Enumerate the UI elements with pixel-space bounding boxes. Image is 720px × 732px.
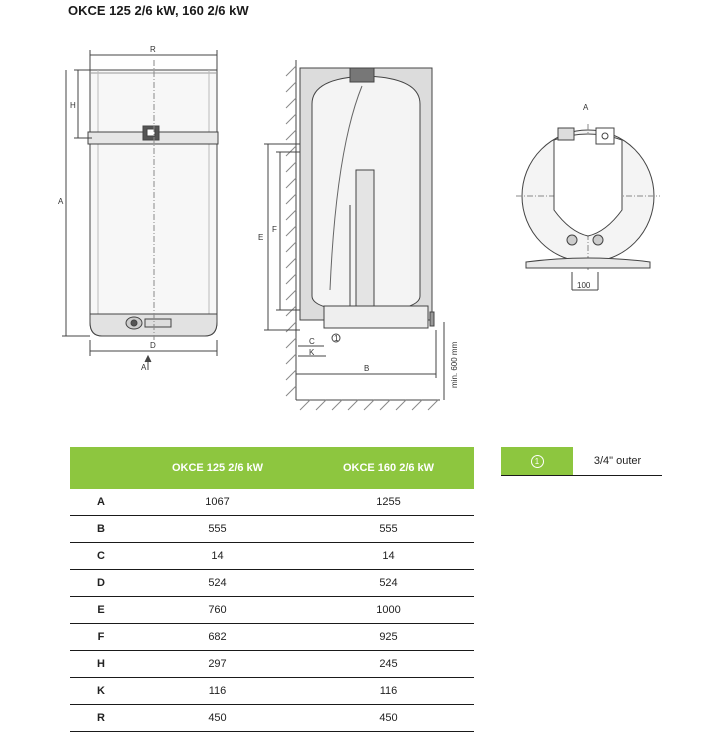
dimensions-table — [70, 447, 474, 732]
dim-label-a: A — [58, 197, 64, 206]
connection-legend-table — [501, 447, 662, 476]
legend-description: 3/4" outer — [573, 447, 662, 476]
row-value-160: 555 — [303, 516, 474, 543]
row-value-160: 1255 — [303, 489, 474, 516]
front-view — [62, 50, 218, 370]
dim-label-k: K — [309, 348, 315, 357]
row-value-160: 925 — [303, 624, 474, 651]
row-value-125: 555 — [132, 516, 303, 543]
table-row — [70, 489, 474, 516]
row-value-160: 524 — [303, 570, 474, 597]
row-key: E — [70, 597, 132, 624]
row-value-125: 116 — [132, 678, 303, 705]
dim-label-b: B — [364, 364, 370, 373]
row-value-125: 14 — [132, 543, 303, 570]
table-header-okce-125: OKCE 125 2/6 kW — [132, 447, 303, 489]
legend-marker-cell — [501, 447, 573, 476]
row-key: D — [70, 570, 132, 597]
row-key: K — [70, 678, 132, 705]
row-key: A — [70, 489, 132, 516]
row-value-125: 682 — [132, 624, 303, 651]
dim-label-c: C — [309, 337, 315, 346]
legend-row — [501, 447, 662, 476]
table-row — [70, 651, 474, 678]
table-row — [70, 516, 474, 543]
row-value-125: 297 — [132, 651, 303, 678]
row-value-160: 245 — [303, 651, 474, 678]
table-header-row — [70, 447, 474, 489]
row-value-125: 524 — [132, 570, 303, 597]
dim-label-d: D — [150, 341, 156, 350]
table-row — [70, 624, 474, 651]
table-row — [70, 570, 474, 597]
page-title: OKCE 125 2/6 kW, 160 2/6 kW — [68, 3, 249, 18]
row-key: C — [70, 543, 132, 570]
dim-label-e: E — [258, 233, 264, 242]
table-row — [70, 543, 474, 570]
side-view — [264, 60, 444, 410]
row-value-125: 450 — [132, 705, 303, 732]
top-view — [516, 124, 660, 290]
row-value-125: 760 — [132, 597, 303, 624]
row-value-160: 14 — [303, 543, 474, 570]
dim-label-r: R — [150, 45, 156, 54]
wall-clearance-note: min. 600 mm — [450, 341, 459, 388]
table-header-blank — [70, 447, 132, 489]
row-value-125: 1067 — [132, 489, 303, 516]
table-row — [70, 705, 474, 732]
row-key: F — [70, 624, 132, 651]
dim-label-f: F — [272, 225, 277, 234]
table-row — [70, 678, 474, 705]
dim-label-a-arrow: A — [141, 363, 147, 372]
row-key: H — [70, 651, 132, 678]
row-value-160: 450 — [303, 705, 474, 732]
row-key: R — [70, 705, 132, 732]
row-value-160: 116 — [303, 678, 474, 705]
dim-label-h: H — [70, 101, 76, 110]
table-row — [70, 597, 474, 624]
connection-marker-label: 1 — [334, 334, 339, 343]
row-key: B — [70, 516, 132, 543]
circled-one-icon: 1 — [531, 455, 544, 468]
table-header-okce-160: OKCE 160 2/6 kW — [303, 447, 474, 489]
top-view-label-a: A — [583, 103, 589, 112]
row-value-160: 1000 — [303, 597, 474, 624]
top-view-dim-100: 100 — [577, 281, 591, 290]
